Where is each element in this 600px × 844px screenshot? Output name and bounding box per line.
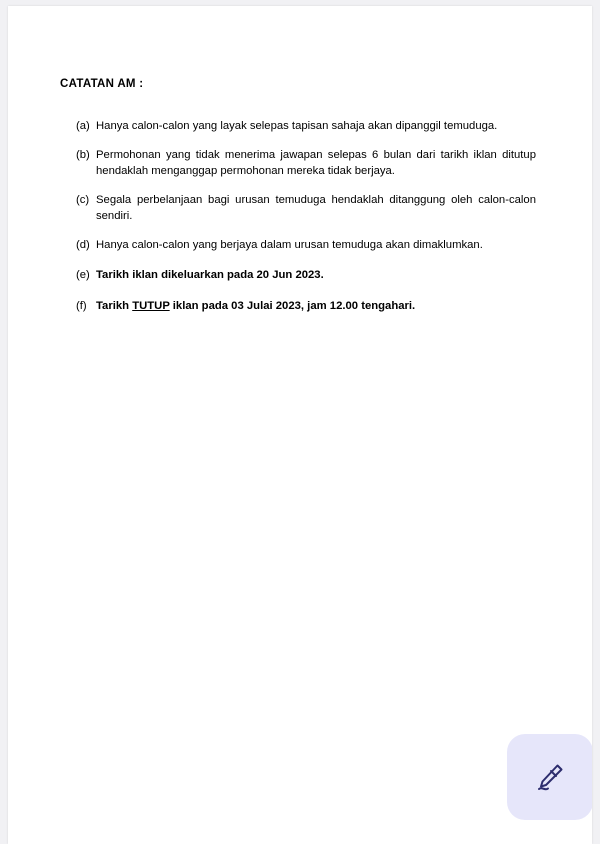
list-item-text: Segala perbelanjaan bagi urusan temuduga hendaklah ditanggung oleh calon-calon sendiri. bbox=[96, 193, 536, 222]
page-title: CATATAN AM : bbox=[60, 78, 144, 90]
list-item-marker: (e) bbox=[76, 269, 90, 281]
list-item-marker: (a) bbox=[76, 120, 90, 132]
document-page bbox=[8, 6, 592, 844]
list-item-text: Tarikh iklan dikeluarkan pada 20 Jun 2023. bbox=[96, 269, 324, 281]
list-item-text: Hanya calon-calon yang layak selepas tapisan sahaja akan dipanggil temuduga. bbox=[96, 120, 498, 132]
list-item-text: Permohonan yang tidak menerima jawapan selepas 6 bulan dari tarikh iklan ditutup hendaklah menganggap permohonan mereka tidak berjaya. bbox=[96, 148, 536, 177]
signature-pen-icon bbox=[533, 760, 567, 794]
list-item bbox=[76, 118, 536, 135]
list-item-text: Hanya calon-calon yang berjaya dalam urusan temuduga akan dimaklumkan. bbox=[96, 238, 483, 251]
list-item-marker: (b) bbox=[76, 148, 90, 161]
list-item bbox=[76, 192, 536, 225]
list-item bbox=[76, 237, 536, 254]
list-item-marker: (d) bbox=[76, 238, 90, 251]
list-item-marker: (c) bbox=[76, 193, 90, 206]
list-item bbox=[76, 147, 536, 180]
list-item-text: Tarikh TUTUP iklan pada 03 Julai 2023, jam 12.00 tengahari. bbox=[96, 299, 416, 312]
list-item bbox=[76, 267, 536, 284]
signature-tool-button[interactable] bbox=[507, 734, 592, 820]
list-item-marker: (f) bbox=[76, 299, 87, 312]
list-item bbox=[76, 298, 536, 315]
notes-list bbox=[76, 118, 536, 326]
document-body bbox=[8, 6, 592, 844]
